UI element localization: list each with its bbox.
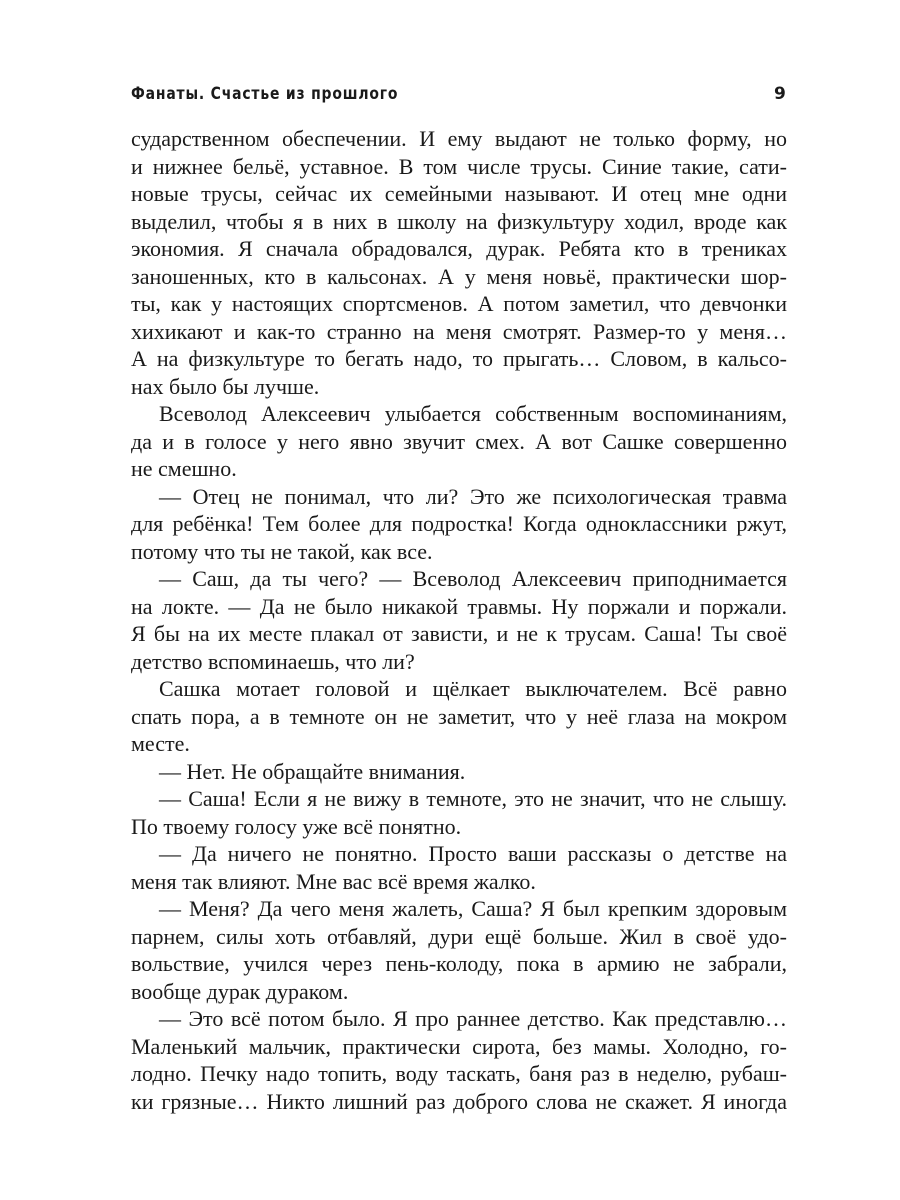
text-line: потому что ты не такой, как все.: [131, 538, 433, 564]
text-line: новые трусы, сейчас их семейными называют. И отец мне одни: [131, 181, 787, 206]
text-line: Я бы на их месте плакал от зависти, и не к трусам. Саша! Ты своё: [131, 621, 787, 646]
text-line: детство вспоминаешь, что ли?: [131, 648, 415, 674]
text-line: Всеволод Алексеевич улыбается собственным воспоминаниям,: [159, 401, 787, 426]
text-line: ки грязные… Никто лишний раз доброго слова не скажет. Я иногда: [131, 1088, 787, 1114]
text-line: спать пора, а в темноте он не заметит, что у неё глаза на мокром: [131, 703, 787, 729]
text-line: Маленький мальчик, практически сирота, без мамы. Холодно, го-: [131, 1033, 787, 1059]
text-line: лодно. Печку надо топить, воду таскать, баня раз в неделю, рубаш-: [131, 1061, 787, 1086]
text-line: парнем, силы хоть отбавляй, дури ещё больше. Жил в своё удо-: [131, 923, 787, 949]
text-line: не смешно.: [131, 456, 237, 481]
text-line: заношенных, кто в кальсонах. А у меня новьё, практически шор-: [131, 263, 787, 289]
text-line: экономия. Я сначала обрадовался, дурак. Ребята кто в трениках: [131, 236, 787, 261]
text-line: вообще дурак дураком.: [131, 978, 349, 1004]
text-line: нах было бы лучше.: [131, 373, 320, 399]
text-line: По твоему голосу уже всё понятно.: [131, 813, 462, 839]
text-line: месте.: [131, 731, 190, 756]
text-line: для ребёнка! Тем более для подростка! Когда одноклассники ржут,: [131, 511, 787, 536]
text-line: — Нет. Не обращайте внимания.: [159, 758, 466, 784]
text-line: — Отец не понимал, что ли? Это же психологическая травма: [159, 483, 787, 509]
text-line: Сашка мотает головой и щёлкает выключателем. Всё равно: [159, 676, 787, 701]
text-line: сударственном обеспечении. И ему выдают не только форму, но: [131, 126, 787, 151]
text-line: на локте. — Да не было никакой травмы. Ну поржали и поржали.: [131, 593, 787, 619]
text-line: — Саш, да ты чего? — Всеволод Алексеевич приподнимается: [159, 566, 787, 591]
text-line: — Это всё потом было. Я про раннее детство. Как представлю…: [159, 1006, 787, 1031]
text-line: — Меня? Да чего меня жалеть, Саша? Я был крепким здоровым: [159, 896, 787, 921]
text-line: да и в голосе у него явно звучит смех. А вот Сашке совершенно: [131, 428, 787, 454]
text-line: А на физкультуре то бегать надо, то прыгать… Словом, в кальсо-: [131, 346, 787, 371]
text-line: — Саша! Если я не вижу в темноте, это не значит, что не слышу.: [159, 786, 787, 811]
text-line: выделил, чтобы я в них в школу на физкультуру ходил, вроде как: [131, 208, 787, 234]
text-line: — Да ничего не понятно. Просто ваши рассказы о детстве на: [159, 841, 787, 866]
text-line: меня так влияют. Мне вас всё время жалко.: [131, 868, 536, 894]
page-number: 9: [774, 84, 786, 104]
running-title: Фанаты. Счастье из прошлого: [131, 84, 399, 104]
text-line: хихикают и как-то странно на меня смотрят. Размер-то у меня…: [131, 318, 787, 344]
text-line: и нижнее бельё, уставное. В том числе трусы. Синие такие, сати-: [131, 153, 787, 179]
text-line: ты, как у настоящих спортсменов. А потом заметил, что девчонки: [131, 291, 787, 316]
body-text: [131, 125, 787, 1115]
text-line: вольствие, учился через пень-колоду, пока в армию не забрали,: [131, 951, 787, 976]
